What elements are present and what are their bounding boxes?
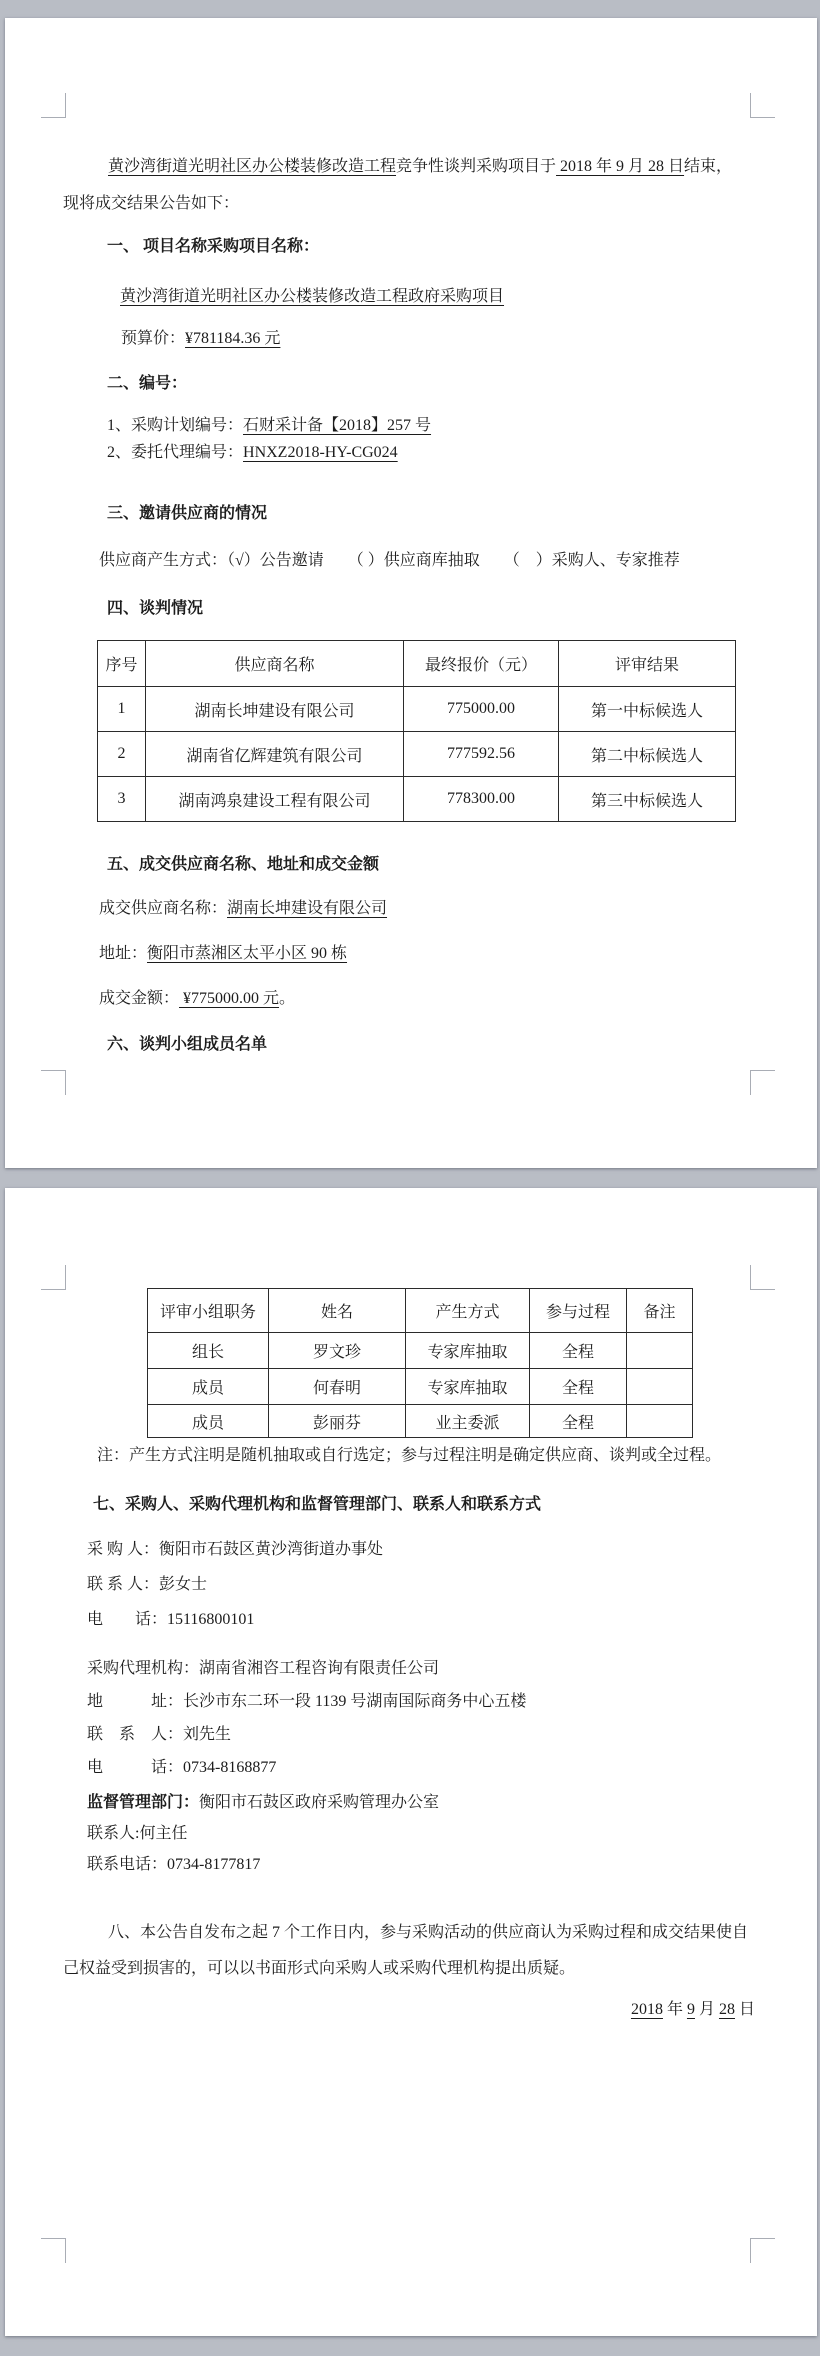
table-header-cell: 序号 (98, 641, 146, 687)
awarded-supplier-value: 湖南长坤建设有限公司 (227, 900, 388, 917)
table-cell: 第三中标候选人 (559, 777, 736, 822)
table-cell: 1 (98, 687, 146, 732)
agency-label: 采购代理机构： (87, 1660, 200, 1677)
project-name-underlined: 黄沙湾街道光明社区办公楼装修改造工程政府采购项目 (120, 288, 505, 305)
table-header-cell: 最终报价（元） (404, 641, 559, 687)
project-name-line (63, 278, 759, 315)
agency-address-line (87, 1685, 759, 1718)
table-row (98, 777, 736, 822)
table-cell: 成员 (148, 1405, 269, 1438)
table-cell: 2 (98, 732, 146, 777)
budget-value: ¥781184.36 元 (185, 330, 281, 347)
section3-heading: 三、邀请供应商的情况 (107, 505, 268, 522)
table-header-cell: 姓名 (269, 1289, 406, 1333)
budget-line (63, 320, 759, 357)
contact-value: 彭女士 (159, 1576, 208, 1593)
margin-mark-bottom-left (41, 1070, 66, 1095)
purchaser-phone-line (87, 1602, 759, 1637)
phone-value: 15116800101 (167, 1611, 255, 1628)
agency-number-line (63, 439, 759, 466)
address-value: 长沙市东二环一段 1139 号湖南国际商务中心五楼 (183, 1693, 527, 1710)
date-year-label: 年 (662, 2001, 687, 2018)
negotiation-results-table (97, 640, 736, 822)
supervisor-contact-line (87, 1818, 759, 1849)
agency-phone-line (87, 1751, 759, 1784)
table-cell: 第一中标候选人 (559, 687, 736, 732)
table-header-cell: 产生方式 (406, 1289, 530, 1333)
table-cell: 湖南省亿辉建筑有限公司 (146, 732, 404, 777)
purchaser-label: 采 购 人： (87, 1541, 160, 1558)
section4-heading: 四、谈判情况 (107, 600, 204, 617)
supervisor-label: 监督管理部门： (87, 1794, 200, 1811)
supervisor-line (87, 1787, 759, 1818)
section2-heading: 二、编号： (107, 375, 188, 392)
table-cell: 3 (98, 777, 146, 822)
intro-plain-1: 竞争性谈判采购项目于 (396, 158, 557, 175)
contact-label: 联 系 人： (87, 1726, 184, 1743)
awarded-supplier-line (63, 894, 759, 924)
purchaser-value: 衡阳市石鼓区黄沙湾街道办事处 (159, 1541, 384, 1558)
awarded-supplier-label: 成交供应商名称： (99, 900, 228, 917)
agency-line (87, 1652, 759, 1685)
agency-value: 湖南省湘咨工程咨询有限责任公司 (199, 1660, 440, 1677)
awarded-address-line (63, 939, 759, 969)
table-row (98, 732, 736, 777)
table-cell: 湖南鸿泉建设工程有限公司 (146, 777, 404, 822)
phone-label: 电 话： (87, 1611, 168, 1628)
purchaser-line (87, 1532, 759, 1567)
margin-mark-top-left (41, 1265, 66, 1290)
date-month: 9 (686, 2001, 695, 2018)
announcement-date (63, 1992, 759, 2028)
margin-mark-top-right (750, 93, 775, 118)
awarded-amount-value: ¥775000.00 元 (179, 990, 280, 1007)
table-cell: 778300.00 (404, 777, 559, 822)
phone-value: 0734-8177817 (167, 1856, 261, 1873)
phone-value: 0734-8168877 (183, 1759, 277, 1776)
awarded-address-value: 衡阳市蒸湘区太平小区 90 栋 (147, 945, 348, 962)
table-row (148, 1333, 693, 1369)
contact-label: 联系人: (87, 1825, 140, 1842)
margin-mark-top-right (750, 1265, 775, 1290)
table-cell: 何春明 (269, 1369, 406, 1405)
table-cell: 专家库抽取 (406, 1333, 530, 1369)
intro-paragraph-line1 (63, 148, 759, 185)
intro-paragraph-line2: 现将成交结果公告如下： (63, 195, 240, 212)
address-label: 地 址： (87, 1693, 184, 1710)
margin-mark-bottom-right (750, 2238, 775, 2263)
date-year: 2018 (630, 2001, 663, 2018)
agency-contact-line (87, 1718, 759, 1751)
contact-value: 何主任 (139, 1825, 188, 1842)
contact-value: 刘先生 (183, 1726, 232, 1743)
table-note: 注：产生方式注明是随机抽取或自行选定；参与过程注明是确定供应商、谈判或全过程。 (97, 1447, 722, 1464)
section8-paragraph: 八、本公告自发布之起 7 个工作日内，参与采购活动的供应商认为采购过程和成交结果使自己权益受到损害的，可以以书面形式向采购人或采购代理机构提出质疑。 (63, 1924, 749, 1977)
table-header-cell: 参与过程 (530, 1289, 627, 1333)
table-cell: 罗文珍 (269, 1333, 406, 1369)
agency-number-label: 2、委托代理编号： (107, 444, 244, 461)
table-cell: 775000.00 (404, 687, 559, 732)
intro-date-underlined: 2018 年 9 月 28 日 (556, 158, 685, 175)
phone-label: 电 话： (87, 1759, 184, 1776)
table-cell: 组长 (148, 1333, 269, 1369)
date-day: 28 (718, 2001, 735, 2018)
table-cell (627, 1369, 693, 1405)
margin-mark-top-left (41, 93, 66, 118)
awarded-amount-line (63, 984, 759, 1014)
awarded-address-label: 地址： (99, 945, 148, 962)
page-1 (5, 18, 817, 1168)
table-header-cell: 供应商名称 (146, 641, 404, 687)
agency-number-value: HNXZ2018-HY-CG024 (243, 444, 398, 461)
section1-heading: 一、 项目名称采购项目名称： (107, 238, 320, 255)
supplier-method-line: 供应商产生方式：（√）公告邀请 （ ）供应商库抽取 （ ）采购人、专家推荐 (99, 552, 680, 569)
supervisor-value: 衡阳市石鼓区政府采购管理办公室 (199, 1794, 440, 1811)
table-cell: 彭丽芬 (269, 1405, 406, 1438)
table-cell: 业主委派 (406, 1405, 530, 1438)
table-row (148, 1369, 693, 1405)
table-cell: 全程 (530, 1369, 627, 1405)
table-cell: 全程 (530, 1333, 627, 1369)
awarded-amount-label: 成交金额： (99, 990, 180, 1007)
plan-number-line (63, 412, 759, 439)
purchaser-contact-line (87, 1567, 759, 1602)
budget-label: 预算价： (121, 330, 186, 347)
table-cell: 777592.56 (404, 732, 559, 777)
table-header-cell: 备注 (627, 1289, 693, 1333)
section5-heading: 五、成交供应商名称、地址和成交金额 (107, 856, 380, 873)
table-cell (627, 1333, 693, 1369)
table-header-cell: 评审结果 (559, 641, 736, 687)
table-header-row (148, 1289, 693, 1333)
plan-number-value: 石财采计备【2018】257 号 (243, 417, 432, 434)
table-header-cell: 评审小组职务 (148, 1289, 269, 1333)
plan-number-label: 1、采购计划编号： (107, 417, 244, 434)
date-day-label: 日 (734, 2001, 755, 2018)
table-row (98, 687, 736, 732)
panel-members-table (147, 1288, 693, 1438)
table-cell (627, 1405, 693, 1438)
awarded-amount-suffix: 。 (279, 990, 296, 1007)
table-cell: 湖南长坤建设有限公司 (146, 687, 404, 732)
section6-heading: 六、谈判小组成员名单 (107, 1036, 268, 1053)
table-cell: 第二中标候选人 (559, 732, 736, 777)
intro-plain-2: 结束， (684, 158, 733, 175)
section7-heading: 七、采购人、采购代理机构和监督管理部门、联系人和联系方式 (93, 1496, 542, 1513)
table-cell: 全程 (530, 1405, 627, 1438)
margin-mark-bottom-right (750, 1070, 775, 1095)
supervisor-phone-line (87, 1849, 759, 1880)
contact-label: 联 系 人： (87, 1576, 160, 1593)
page-2 (5, 1188, 817, 2336)
intro-project-underlined: 黄沙湾街道光明社区办公楼装修改造工程 (108, 158, 397, 175)
margin-mark-bottom-left (41, 2238, 66, 2263)
table-cell: 专家库抽取 (406, 1369, 530, 1405)
table-row (148, 1405, 693, 1438)
table-header-row (98, 641, 736, 687)
phone-label: 联系电话： (87, 1856, 168, 1873)
date-month-label: 月 (694, 2001, 719, 2018)
table-cell: 成员 (148, 1369, 269, 1405)
